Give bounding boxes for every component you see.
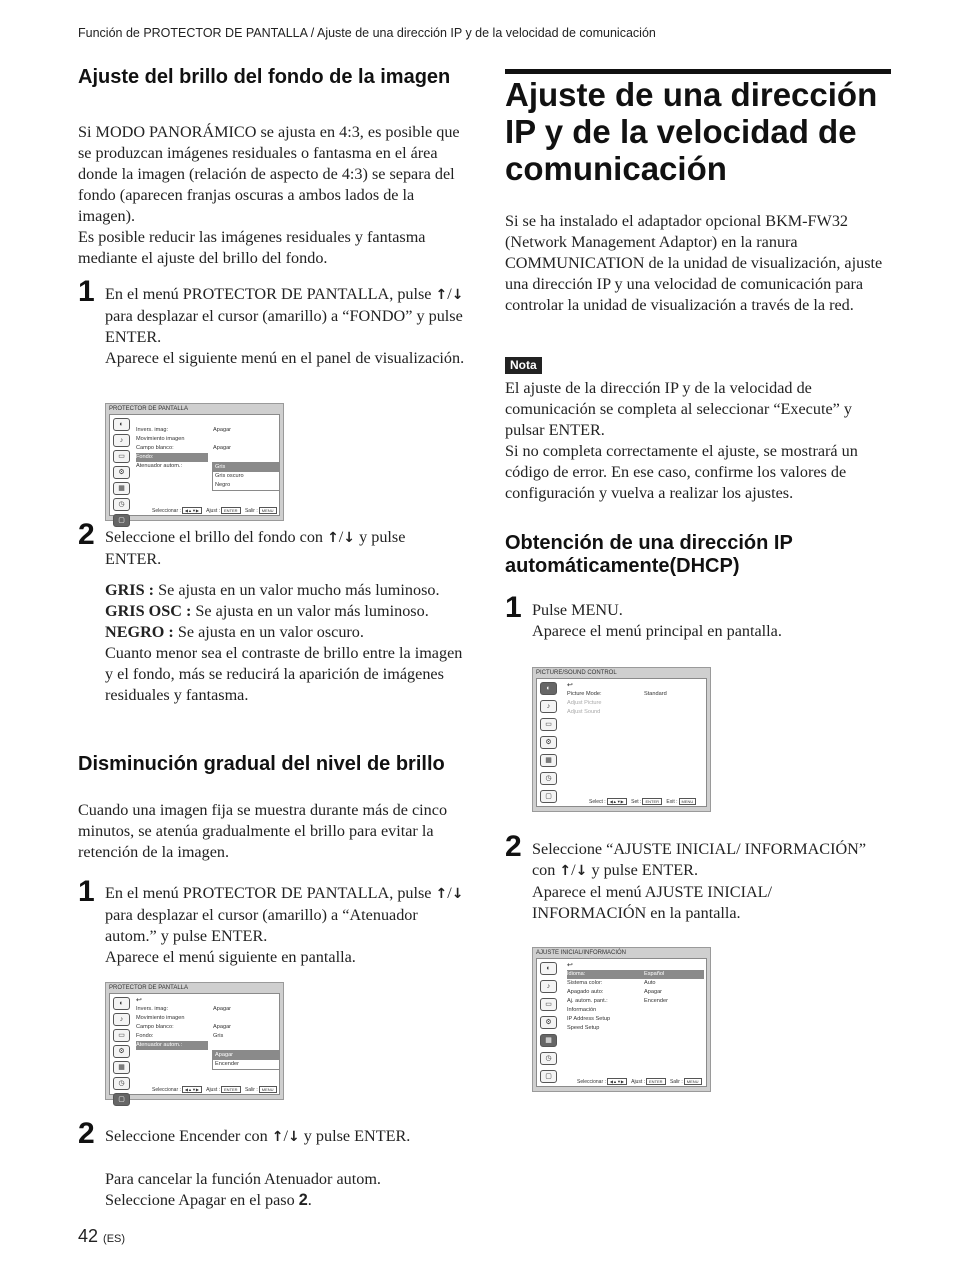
menu-title: PROTECTOR DE PANTALLA [109, 985, 189, 991]
step-text-c: Aparece el menú siguiente en pantalla. [105, 948, 356, 966]
step-text-a: Seleccione el brillo del fondo con [105, 528, 324, 546]
menu-title: PICTURE/SOUND CONTROL [536, 670, 617, 676]
row-value: Apagar [213, 427, 232, 433]
row-value: Apagar [213, 1006, 232, 1012]
menu-footer [577, 1078, 705, 1085]
row-key: Campo blanco: [136, 1024, 174, 1030]
menu-rows [567, 961, 704, 1033]
menu-icon-column [113, 418, 130, 527]
menu-icon-column [540, 962, 557, 1083]
menu-screenshot-atenuador [105, 982, 284, 1103]
menu-panel [109, 993, 280, 1103]
row-key: Sistema color: [567, 980, 603, 986]
nota-paragraph-2: Si no completa correctamente el ajuste, se mostrará un código de error. En ese caso, confirme los valores de configuración y vuelva a realizar los ajustes. [505, 442, 858, 502]
row-key: Información [567, 1007, 597, 1013]
menu-key-icon: MENU [684, 1078, 702, 1085]
return-icon: ↩ [136, 997, 142, 1004]
row-key: Invers. imag: [136, 1006, 169, 1012]
enter-key-icon: ENTER [221, 507, 241, 514]
footer-adjust-label: Ajust : [631, 1079, 646, 1085]
row-key: Picture Mode: [567, 691, 602, 697]
screen-icon: ▭ [540, 998, 557, 1011]
screensaver-icon: ▢ [540, 790, 557, 803]
intro-paragraph: Si MODO PANORÁMICO se ajusta en 4:3, es posible que se produzcan imágenes residuales o fantasma en el área donde la imagen (relación de aspecto de 4:3) se separa del fondo (aparecen franjas oscuras a ambos lados de la imagen). [78, 123, 460, 225]
menu-row [136, 435, 279, 444]
step-number: 2 [505, 830, 522, 863]
row-value: Auto [644, 980, 656, 986]
menu-key-icon: MENU [259, 507, 277, 514]
step-number: 2 [78, 518, 95, 551]
setup-icon: ⚙ [540, 736, 557, 749]
row-value: Apagar [644, 989, 663, 995]
step-text [105, 284, 470, 369]
dropdown-list [212, 462, 280, 491]
row-value: Apagar [213, 445, 232, 451]
menu-row-selected [567, 970, 704, 979]
clock-icon: ◷ [113, 1077, 130, 1090]
right-intro: Si se ha instalado el adaptador opcional BKM-FW32 (Network Management Adaptor) en la ranura COMMUNICATION de la unidad de visualización, ajuste una dirección IP y una velocidad de comunicación para controlar la unidad de visualización a través de la red. [505, 212, 883, 314]
row-key: Aj. autom. pant.: [567, 998, 608, 1004]
picture-icon: ◐ [113, 997, 130, 1010]
dpad-icon: ◀▲▼▶ [607, 798, 627, 805]
cancel-text-end: . [307, 1191, 312, 1209]
step-text-b: para desplazar el cursor (amarillo) a “Atenuador autom.” y pulse ENTER. [105, 906, 418, 945]
menu-row [136, 1005, 279, 1014]
sound-icon: ♪ [540, 980, 557, 993]
row-key: IP Address Setup [567, 1016, 611, 1022]
row-value: Standard [644, 691, 667, 697]
dropdown-option: Encender [215, 1061, 239, 1067]
sound-icon: ♪ [113, 1013, 130, 1026]
nota-badge: Nota [505, 357, 542, 374]
up-arrow-icon: ↑ [435, 886, 448, 902]
step-text [105, 527, 465, 706]
step-text [532, 600, 892, 642]
screen-icon: ▭ [113, 450, 130, 463]
up-arrow-icon: ↑ [559, 863, 572, 879]
row-key: Atenuador autom.: [136, 1042, 183, 1048]
row-key: Adjust Sound [567, 709, 601, 715]
menu-footer [152, 1086, 280, 1093]
clock-icon: ◷ [113, 498, 130, 511]
footer-select-label: Seleccionar : [577, 1079, 606, 1085]
step-number: 1 [505, 591, 522, 624]
enter-key-icon: ENTER [221, 1086, 241, 1093]
row-key: Idioma: [567, 971, 586, 977]
row-key: Campo blanco: [136, 445, 174, 451]
enter-key-icon: ENTER [646, 1078, 666, 1085]
nota-paragraph: El ajuste de la dirección IP y de la velocidad de comunicación se completa al seleccionar “Execute” y pulsar ENTER. [505, 379, 852, 439]
down-arrow-icon: ↓ [287, 1129, 300, 1145]
step-text-c: Aparece el menú AJUSTE INICIAL/ INFORMACIÓN en la pantalla. [532, 883, 773, 922]
step-number: 1 [78, 275, 95, 308]
screensaver-icon: ▢ [113, 1093, 130, 1106]
footer-exit-label: Exit : [666, 799, 678, 805]
nota-body [505, 378, 895, 504]
dropdown-list [212, 1050, 280, 1070]
picture-icon: ◐ [540, 962, 557, 975]
option-negro-key: NEGRO : [105, 623, 174, 641]
menu-row [136, 1023, 279, 1032]
enter-key-icon: ENTER [642, 798, 662, 805]
option-gris-key: GRIS : [105, 581, 155, 599]
footer-select-label: Seleccionar : [152, 1087, 181, 1093]
section-title-brillo-fondo: Ajuste del brillo del fondo de la imagen [78, 66, 451, 88]
menu-panel [109, 414, 280, 524]
arrow-separator: / [447, 884, 452, 902]
row-value: Español [644, 971, 665, 977]
dpad-icon: ◀▲▼▶ [182, 1086, 202, 1093]
step-text-b: y pulse ENTER. [591, 861, 698, 879]
page-number [78, 1226, 125, 1247]
menu-row [136, 444, 279, 453]
step-text-b: y pulse ENTER. [105, 528, 406, 568]
picture-icon: ◐ [540, 682, 557, 695]
menu-title: PROTECTOR DE PANTALLA [109, 406, 189, 412]
arrow-separator: / [338, 528, 344, 546]
step-text-a: En el menú PROTECTOR DE PANTALLA, pulse [105, 884, 432, 902]
sound-icon: ♪ [540, 700, 557, 713]
menu-screenshot-fondo [105, 403, 284, 524]
menu-row-selected [136, 453, 208, 462]
footer-exit-label: Salir : [669, 1079, 683, 1085]
step-text-a: En el menú PROTECTOR DE PANTALLA, pulse [105, 285, 432, 303]
step-number: 2 [78, 1117, 95, 1150]
menu-row [136, 426, 279, 435]
section-title-disminucion: Disminución gradual del nivel de brillo [78, 753, 445, 775]
up-arrow-icon: ↑ [327, 530, 339, 546]
menu-rows [567, 681, 704, 717]
row-value: Gris [213, 1033, 224, 1039]
menu-row [567, 1006, 704, 1015]
section-title-dhcp: Obtención de una dirección IP automáticamente(DHCP) [505, 532, 793, 577]
screensaver-icon: ▢ [540, 1070, 557, 1083]
footer-select-label: Seleccionar : [152, 508, 181, 514]
footer-adjust-label: Set : [631, 799, 642, 805]
step-text-a: Pulse MENU. [532, 601, 623, 619]
sound-icon: ♪ [113, 434, 130, 447]
step-text [105, 883, 470, 968]
dropdown-option-selected: Apagar [213, 1051, 279, 1060]
screensaver-icon: ▢ [113, 514, 130, 527]
picture-icon: ◐ [113, 418, 130, 431]
dropdown-option-selected: Gris [213, 463, 279, 472]
setup-icon: ⚙ [113, 1045, 130, 1058]
menu-panel [536, 958, 707, 1087]
menu-row [136, 1032, 279, 1041]
menu-row [567, 988, 704, 997]
menu-row [567, 997, 704, 1006]
option-grisosc-value: Se ajusta en un valor más luminoso. [195, 602, 429, 620]
option-negro-value: Se ajusta en un valor oscuro. [177, 623, 364, 641]
menu-row [136, 1014, 279, 1023]
step-text-a: Seleccione “AJUSTE INICIAL/ INFORMACIÓN” con [532, 840, 867, 879]
step-number: 1 [78, 875, 95, 908]
arrow-separator: / [571, 861, 576, 879]
return-icon: ↩ [567, 962, 573, 969]
step-text-a: Seleccione Encender con [105, 1127, 268, 1145]
cancel-text: Para cancelar la función Atenuador autom. Seleccione Apagar en el paso [105, 1170, 381, 1209]
setup-icon: ⚙ [113, 466, 130, 479]
section-intro [78, 122, 460, 269]
screen-icon: ▭ [540, 718, 557, 731]
menu-row-selected [136, 1041, 208, 1050]
dropdown-option: Gris oscuro [215, 473, 244, 479]
menu-key-icon: MENU [259, 1086, 277, 1093]
down-arrow-icon: ↓ [575, 863, 588, 879]
menu-title: AJUSTE INICIAL/INFORMACIÓN [536, 950, 627, 956]
footer-adjust-label: Ajust : [206, 1087, 221, 1093]
dpad-icon: ◀▲▼▶ [182, 507, 202, 514]
intro-paragraph-2: Es posible reducir las imágenes residuales y fantasma mediante el ajuste del brillo del fondo. [78, 228, 426, 267]
row-key: Atenuador autom.: [136, 463, 183, 469]
down-arrow-icon: ↓ [451, 886, 464, 902]
cancel-step-ref: 2 [298, 1191, 308, 1209]
setup-icon: ⚙ [540, 1016, 557, 1029]
menu-icon-column [540, 682, 557, 803]
footer-exit-label: Salir : [244, 1087, 258, 1093]
clock-icon: ◷ [540, 1052, 557, 1065]
row-value: Encender [644, 998, 668, 1004]
down-arrow-icon: ↓ [343, 530, 356, 546]
option-gris-value: Se ajusta en un valor mucho más luminoso. [158, 581, 440, 599]
footer-adjust-label: Ajust : [206, 508, 221, 514]
step-text-b: y pulse ENTER. [303, 1127, 411, 1145]
footer-select-label: Select : [589, 799, 606, 805]
clock-icon: ◷ [540, 772, 557, 785]
menu-panel [536, 678, 707, 807]
page-title: Ajuste de una dirección IP y de la velocidad de comunicación [505, 76, 878, 187]
screen-icon: ▭ [113, 1029, 130, 1042]
row-value: Apagar [213, 1024, 232, 1030]
menu-row [567, 1015, 704, 1024]
arrow-separator: / [283, 1127, 288, 1145]
menu-row [567, 1024, 704, 1033]
menu-footer [152, 507, 280, 514]
page-number-value: 42 [78, 1226, 99, 1246]
row-key: Fondo: [136, 1033, 154, 1039]
dpad-icon: ◀▲▼▶ [607, 1078, 627, 1085]
page-lang: (ES) [103, 1233, 126, 1245]
running-header: Función de PROTECTOR DE PANTALLA / Ajuste de una dirección IP y de la velocidad de comunicación [78, 26, 656, 40]
row-key: Movimiento imagen [136, 436, 185, 442]
step-note: Cuanto menor sea el contraste de brillo entre la imagen y el fondo, más se reducirá la aparición de imágenes residuales y fantasma. [105, 644, 463, 704]
menu-key-icon: MENU [679, 798, 697, 805]
row-key: Speed Setup [567, 1025, 600, 1031]
footer-exit-label: Salir : [244, 508, 258, 514]
down-arrow-icon: ↓ [451, 287, 464, 303]
menu-row [567, 690, 704, 699]
step-text-c: Aparece el siguiente menú en el panel de visualización. [105, 349, 465, 367]
option-grisosc-key: GRIS OSC : [105, 602, 192, 620]
function-icon: ▦ [113, 482, 130, 495]
info-icon: ▦ [540, 1034, 557, 1047]
return-icon: ↩ [567, 682, 573, 689]
row-key: Invers. imag: [136, 427, 169, 433]
menu-footer [589, 798, 699, 805]
step-text-b: Aparece el menú principal en pantalla. [532, 622, 782, 640]
menu-screenshot-picture-sound [532, 667, 711, 812]
arrow-separator: / [447, 285, 452, 303]
row-key: Adjust Picture [567, 700, 602, 706]
step-text-b: para desplazar el cursor (amarillo) a “FONDO” y pulse ENTER. [105, 307, 463, 346]
menu-row [567, 979, 704, 988]
row-key: Apagado auto: [567, 989, 604, 995]
title-rule [505, 69, 891, 74]
menu-row-disabled [567, 708, 704, 717]
row-key: Fondo: [136, 454, 154, 460]
step-text [105, 1126, 470, 1211]
menu-icon-column [113, 997, 130, 1106]
menu-row-disabled [567, 699, 704, 708]
up-arrow-icon: ↑ [271, 1129, 284, 1145]
menu-screenshot-ajuste-inicial [532, 947, 711, 1092]
row-key: Movimiento imagen [136, 1015, 185, 1021]
function-icon: ▦ [113, 1061, 130, 1074]
up-arrow-icon: ↑ [435, 287, 448, 303]
dropdown-option: Negro [215, 482, 231, 488]
menu-rows [136, 996, 279, 1050]
function-icon: ▦ [540, 754, 557, 767]
section-intro-2: Cuando una imagen fija se muestra durante más de cinco minutos, se atenúa gradualmente el brillo para evitar la retención de la imagen. [78, 801, 448, 861]
step-text [532, 839, 867, 924]
